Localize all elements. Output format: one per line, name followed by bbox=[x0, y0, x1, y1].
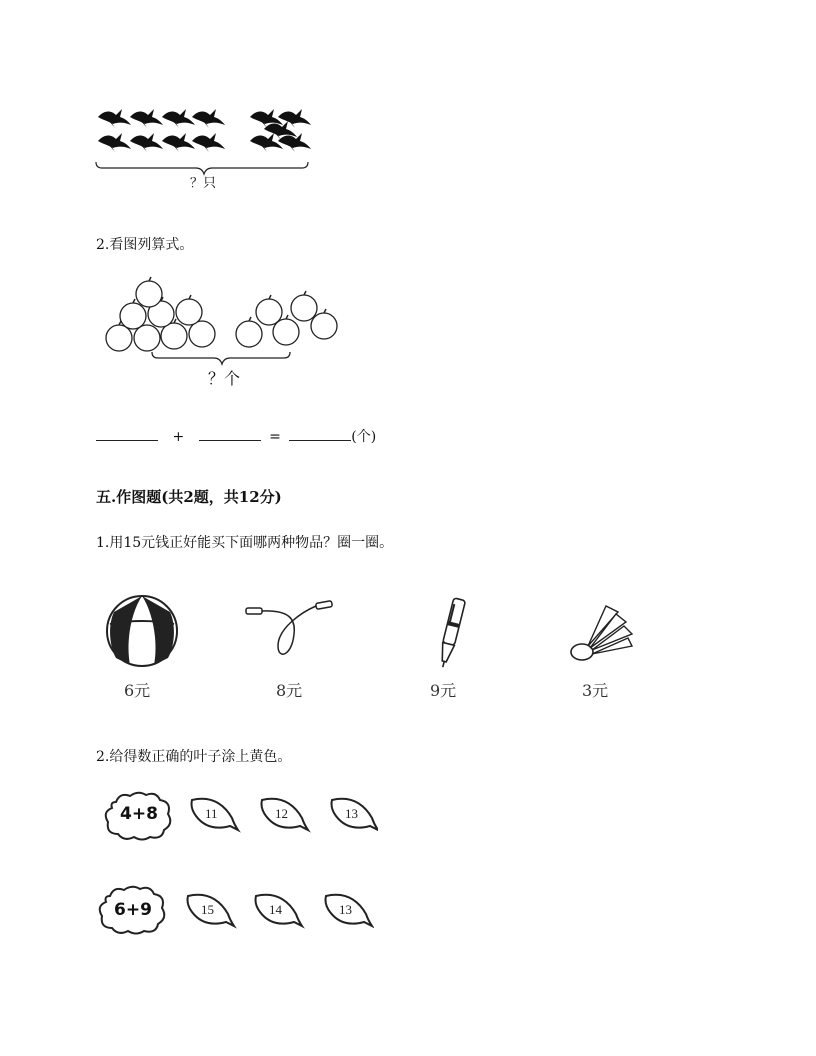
question-2-title: 2.看图列算式。 bbox=[96, 237, 194, 253]
leaf-icon[interactable] bbox=[332, 799, 379, 830]
leaf-icon[interactable] bbox=[326, 895, 373, 926]
equals-sign: = bbox=[269, 429, 281, 445]
section-5-heading: 五.作图题(共2题，共12分) bbox=[96, 488, 282, 506]
ball-price: 6元 bbox=[124, 681, 151, 700]
jump-rope-price: 8元 bbox=[276, 681, 303, 700]
jump-rope-icon bbox=[244, 598, 338, 664]
bird-group-right bbox=[250, 109, 311, 152]
leaf-1-3-label: 13 bbox=[345, 806, 358, 821]
apple-group-right bbox=[236, 295, 337, 347]
apple-group-left bbox=[106, 281, 215, 351]
apples-brace-label: ？个 bbox=[208, 369, 241, 388]
equation-line bbox=[96, 426, 376, 446]
bird-group-left bbox=[98, 109, 225, 152]
shuttlecock-price: 3元 bbox=[582, 681, 609, 700]
birds-brace-label: ？只 bbox=[190, 176, 217, 191]
leaf-icon[interactable] bbox=[256, 895, 303, 926]
pen-icon bbox=[430, 596, 470, 672]
expression-1-label: 4+8 bbox=[120, 804, 158, 824]
leaf-1-2-label: 12 bbox=[275, 806, 288, 821]
leaf-icon[interactable] bbox=[192, 799, 239, 830]
shuttlecock-icon bbox=[566, 600, 638, 666]
ball-icon bbox=[100, 594, 184, 668]
answer-blank-1[interactable] bbox=[96, 426, 158, 441]
plus-sign: + bbox=[172, 429, 185, 445]
leaves-row-1 bbox=[188, 794, 378, 836]
leaf-2-2-label: 14 bbox=[269, 902, 282, 917]
section-5-q2-title: 2.给得数正确的叶子涂上黄色。 bbox=[96, 749, 292, 765]
leaf-1-1-label: 11 bbox=[205, 806, 218, 821]
leaves-row-2 bbox=[184, 890, 374, 932]
answer-blank-2[interactable] bbox=[199, 426, 261, 441]
section-5-q1-title: 1.用15元钱正好能买下面哪两种物品？圈一圈。 bbox=[96, 535, 394, 551]
brace bbox=[152, 352, 290, 364]
expression-2-label: 6+9 bbox=[114, 900, 152, 920]
unit-label: (个) bbox=[351, 429, 377, 445]
answer-blank-3[interactable] bbox=[289, 426, 351, 441]
apples-illustration bbox=[98, 274, 348, 374]
leaf-icon[interactable] bbox=[188, 895, 235, 926]
leaf-icon[interactable] bbox=[262, 799, 309, 830]
pen-price: 9元 bbox=[430, 681, 457, 700]
leaf-2-1-label: 15 bbox=[201, 902, 214, 917]
leaf-2-3-label: 13 bbox=[339, 902, 352, 917]
